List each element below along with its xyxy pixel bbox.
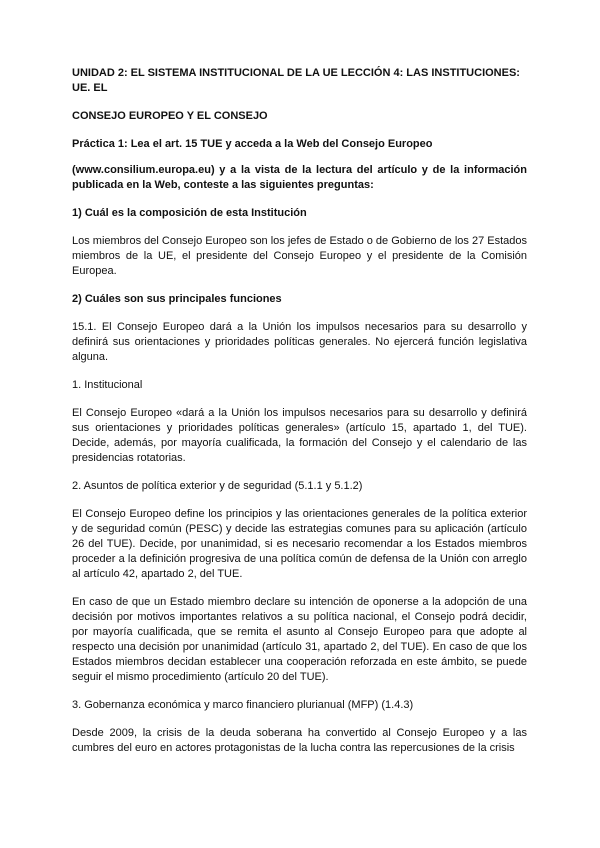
section-2-text-2: En caso de que un Estado miembro declare su intención de oponerse a la adopción de una decisión por motivos importantes relativos a su política nacional, el Consejo podrá decidir, por mayoría cualificada, que se remita el asunto al Consejo Europeo para que adopte al respecto una decisión por unanimidad (artículo 31, apartado 2, del TUE). En caso de que los Estados miembros decidan establecer una cooperación reforzada en este ámbito, se puede seguir el mismo procedimiento (artículo 20 del TUE). bbox=[72, 596, 527, 683]
practice-instructions: (www.consilium.europa.eu) y a la vista de la lectura del artículo y de la información publicada en la Web, conteste a las siguientes preguntas: bbox=[72, 164, 527, 191]
question-2: 2) Cuáles son sus principales funciones bbox=[72, 293, 282, 305]
answer-1: Los miembros del Consejo Europeo son los jefes de Estado o de Gobierno de los 27 Estados miembros de la UE, el presidente del Consejo Europeo y el presidente de la Comisión Europea. bbox=[72, 235, 527, 277]
section-3-title: 3. Gobernanza económica y marco financiero plurianual (MFP) (1.4.3) bbox=[72, 699, 414, 711]
section-1-text: El Consejo Europeo «dará a la Unión los impulsos necesarios para su desarrollo y definirá sus orientaciones y prioridades políticas generales» (artículo 15, apartado 1, del TUE). Decide, además, por mayoría cualificada, la formación del Consejo y el calendario de las presidencias rotatorias. bbox=[72, 407, 527, 464]
document-page bbox=[72, 66, 527, 769]
heading-line-2: CONSEJO EUROPEO Y EL CONSEJO bbox=[72, 110, 268, 122]
section-1-title: 1. Institucional bbox=[72, 379, 143, 391]
answer-2-intro: 15.1. El Consejo Europeo dará a la Unión los impulsos necesarios para su desarrollo y definirá sus orientaciones y prioridades políticas generales. No ejercerá función legislativa alguna. bbox=[72, 321, 527, 363]
practice-title: Práctica 1: Lea el art. 15 TUE y acceda a la Web del Consejo Europeo bbox=[72, 138, 433, 150]
question-1: 1) Cuál es la composición de esta Institución bbox=[72, 207, 307, 219]
section-2-text-1: El Consejo Europeo define los principios y las orientaciones generales de la política exterior y de seguridad común (PESC) y decide las estrategias comunes para su aplicación (artículo 26 del TUE). Decide, por unanimidad, si es necesario recomendar a los Estados miembros proceder a la definición progresiva de una política común de defensa de la Unión con arreglo al artículo 42, apartado 2, del TUE. bbox=[72, 508, 527, 580]
heading-line-1: UNIDAD 2: EL SISTEMA INSTITUCIONAL DE LA UE LECCIÓN 4: LAS INSTITUCIONES: UE. EL bbox=[72, 67, 520, 94]
section-2-title: 2. Asuntos de política exterior y de seguridad (5.1.1 y 5.1.2) bbox=[72, 480, 363, 492]
section-3-text: Desde 2009, la crisis de la deuda soberana ha convertido al Consejo Europeo y a las cumbres del euro en actores protagonistas de la lucha contra las repercusiones de la crisis bbox=[72, 727, 527, 754]
